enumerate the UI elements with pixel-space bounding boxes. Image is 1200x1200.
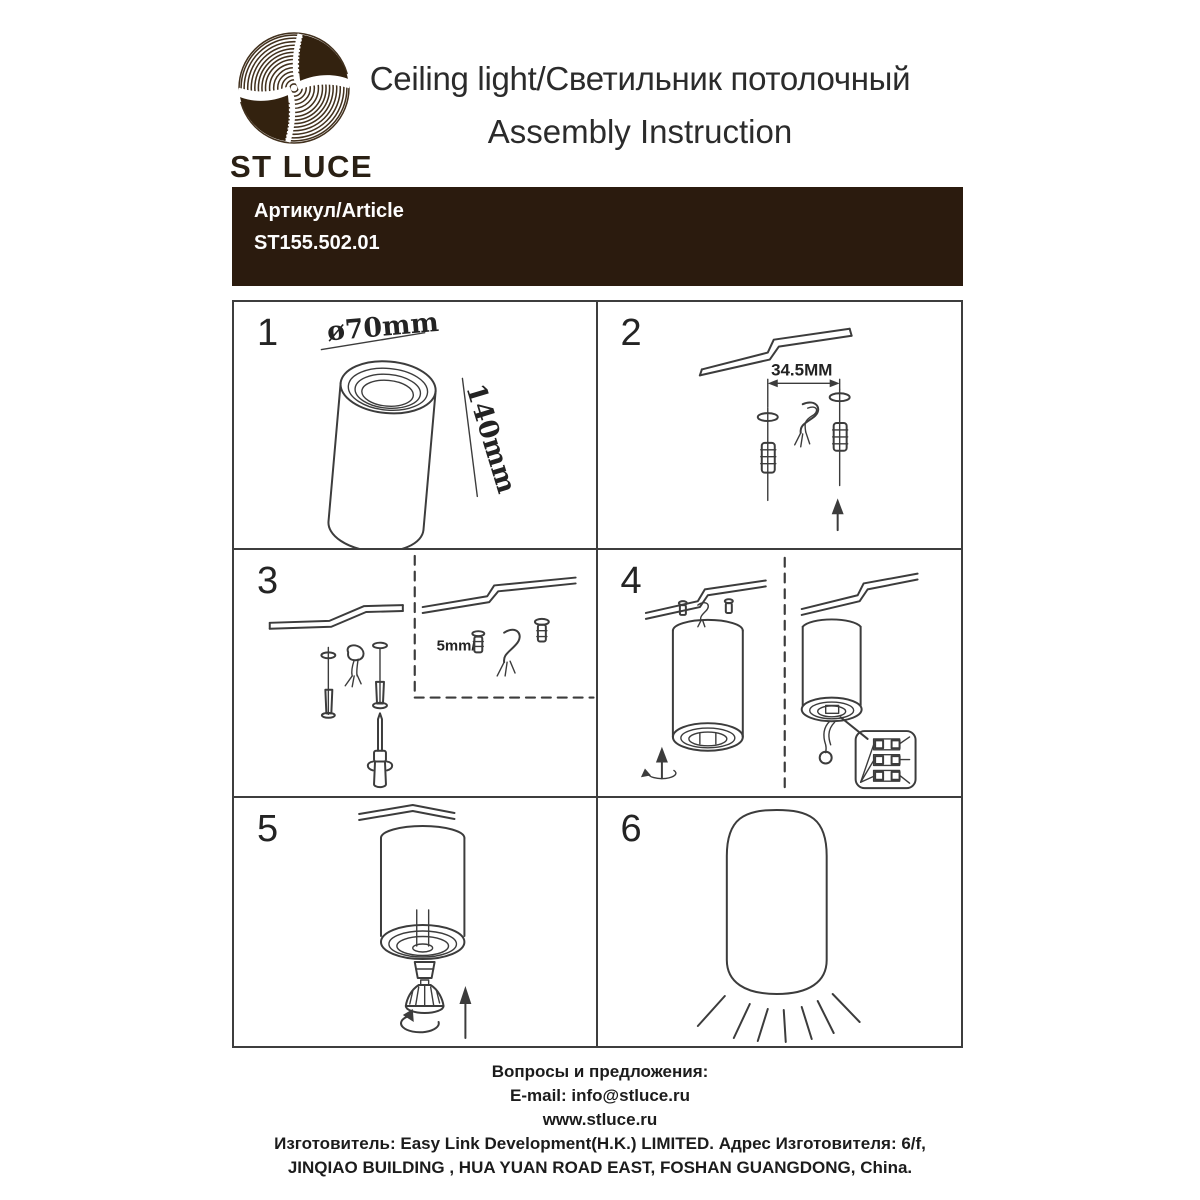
step-number: 4 [620,560,642,602]
manufacturer-address-line2: JINQIAO BUILDING , HUA YUAN ROAD EAST, FOSHAN GUANGDONG, China. [287,1158,913,1177]
manufacturer-address-line1: Изготовитель: Easy Link Development(H.K.) LIMITED. Адрес Изготовителя: 6/f, [274,1134,926,1153]
drill-size-label: 5mm/ [436,638,476,655]
step-6-drawing [598,798,962,1046]
step-number: 5 [257,808,279,850]
step-2-drawing [598,302,962,548]
step-cell-5 [234,798,598,1046]
height-dimension-label: 140mm [459,380,523,498]
assembly-steps-grid [232,300,963,1048]
article-label: Артикул/Article [254,200,404,222]
step-5-drawing [234,798,596,1046]
website-url: www.stluce.ru [542,1110,658,1129]
contact-email: E-mail: info@stluce.ru [510,1086,690,1105]
step-number: 3 [257,560,279,602]
step-1-drawing [234,302,596,548]
page-title: Ceiling light/Светильник потолочный [369,60,911,97]
feedback-label: Вопросы и предложения: [491,1062,709,1081]
footer-contact-block [0,1060,1200,1180]
diameter-dimension-label: ø70mm [325,306,440,348]
page-subtitle: Assembly Instruction [487,113,793,150]
step-cell-6 [598,798,962,1046]
step-cell-1 [234,302,598,550]
step-4-drawing [598,550,962,796]
step-cell-3 [234,550,598,798]
brand-wordmark: ST LUCE [230,149,374,184]
step-number: 1 [257,312,279,354]
step-cell-4 [598,550,962,798]
step-number: 6 [620,808,642,850]
step-number: 2 [620,312,642,354]
article-code: ST155.502.01 [254,232,380,254]
stluce-spiral-logo-icon [237,31,351,147]
spacing-dimension-label: 34.5MM [770,360,832,380]
article-bar [232,187,963,286]
step-3-drawing [234,550,596,796]
step-cell-2 [598,302,962,550]
